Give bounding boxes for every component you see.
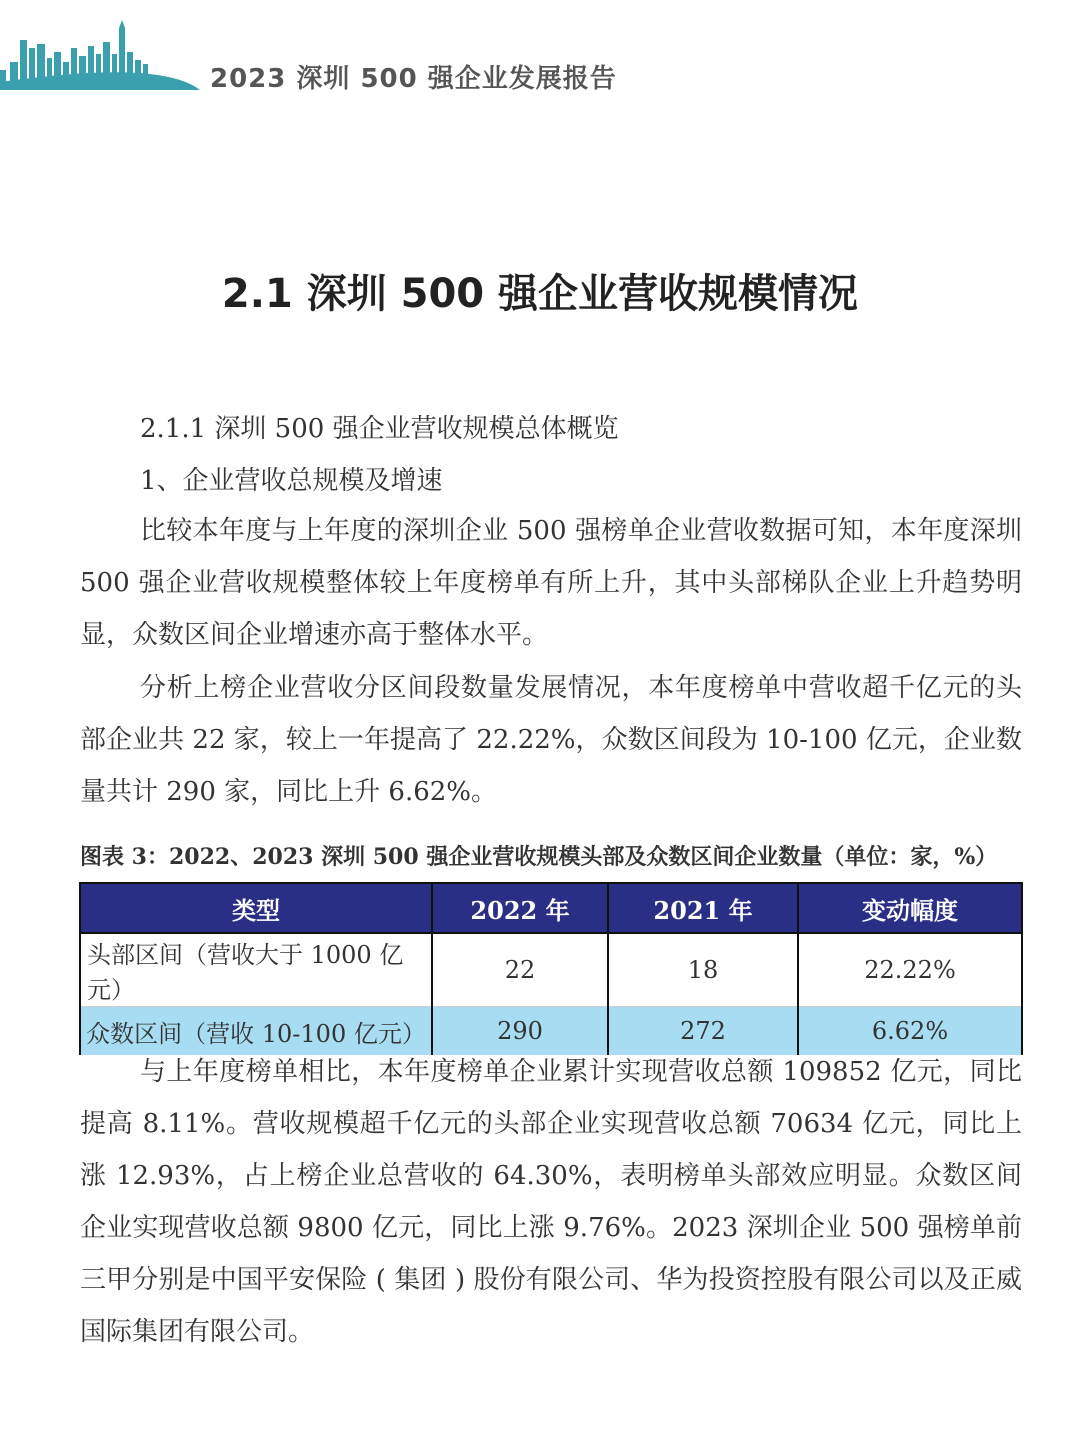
table-cell: 290	[432, 1007, 608, 1056]
city-skyline-icon	[0, 18, 205, 93]
table-cell: 6.62%	[798, 1007, 1022, 1056]
table-header-2021: 2021 年	[608, 883, 798, 933]
paragraph-1: 比较本年度与上年度的深圳企业 500 强榜单企业营收数据可知，本年度深圳 500 强企业营收规模整体较上年度榜单有所上升，其中头部梯队企业上升趋势明显，众数区间企业增速亦高于整体水平。	[80, 516, 1022, 650]
table-cell: 头部区间（营收大于 1000 亿元）	[80, 933, 432, 1007]
paragraph-2: 分析上榜企业营收分区间段数量发展情况，本年度榜单中营收超千亿元的头部企业共 22 家，较上一年提高了 22.22%，众数区间段为 10-100 亿元，企业数量共计 290 家，同比上升 6.62%。	[80, 673, 1022, 807]
table-cell: 18	[608, 933, 798, 1007]
subsection-heading: 2.1.1 深圳 500 强企业营收规模总体概览	[140, 414, 619, 444]
table-cell: 22.22%	[798, 933, 1022, 1007]
table-header-2022: 2022 年	[432, 883, 608, 933]
revenue-table	[79, 882, 1023, 1055]
table-cell: 272	[608, 1007, 798, 1056]
page-header	[0, 0, 1080, 110]
section-title: 2.1 深圳 500 强企业营收规模情况	[221, 271, 859, 317]
item-heading: 1、企业营收总规模及增速	[140, 466, 443, 496]
table-header-change: 变动幅度	[798, 883, 1022, 933]
report-title: 2023 深圳 500 强企业发展报告	[210, 64, 617, 94]
table-header-type: 类型	[80, 883, 432, 933]
table-cell: 众数区间（营收 10-100 亿元）	[80, 1007, 432, 1056]
table-cell: 22	[432, 933, 608, 1007]
table-header-row	[80, 883, 1022, 933]
table-row	[80, 933, 1022, 1007]
paragraph-3: 与上年度榜单相比，本年度榜单企业累计实现营收总额 109852 亿元，同比提高 8.11%。营收规模超千亿元的头部企业实现营收总额 70634 亿元，同比上涨 12.93%，占上榜企业总营收的 64.30%，表明榜单头部效应明显。众数区间企业实现营收总额 9800 亿元，同比上涨 9.76%。2023 深圳企业 500 强榜单前三甲分别是中国平安保险 ( 集团 ) 股份有限公司、华为投资控股有限公司以及正威国际集团有限公司。	[80, 1057, 1022, 1347]
table-caption: 图表 3：2022、2023 深圳 500 强企业营收规模头部及众数区间企业数量（单位：家，%）	[80, 844, 998, 870]
